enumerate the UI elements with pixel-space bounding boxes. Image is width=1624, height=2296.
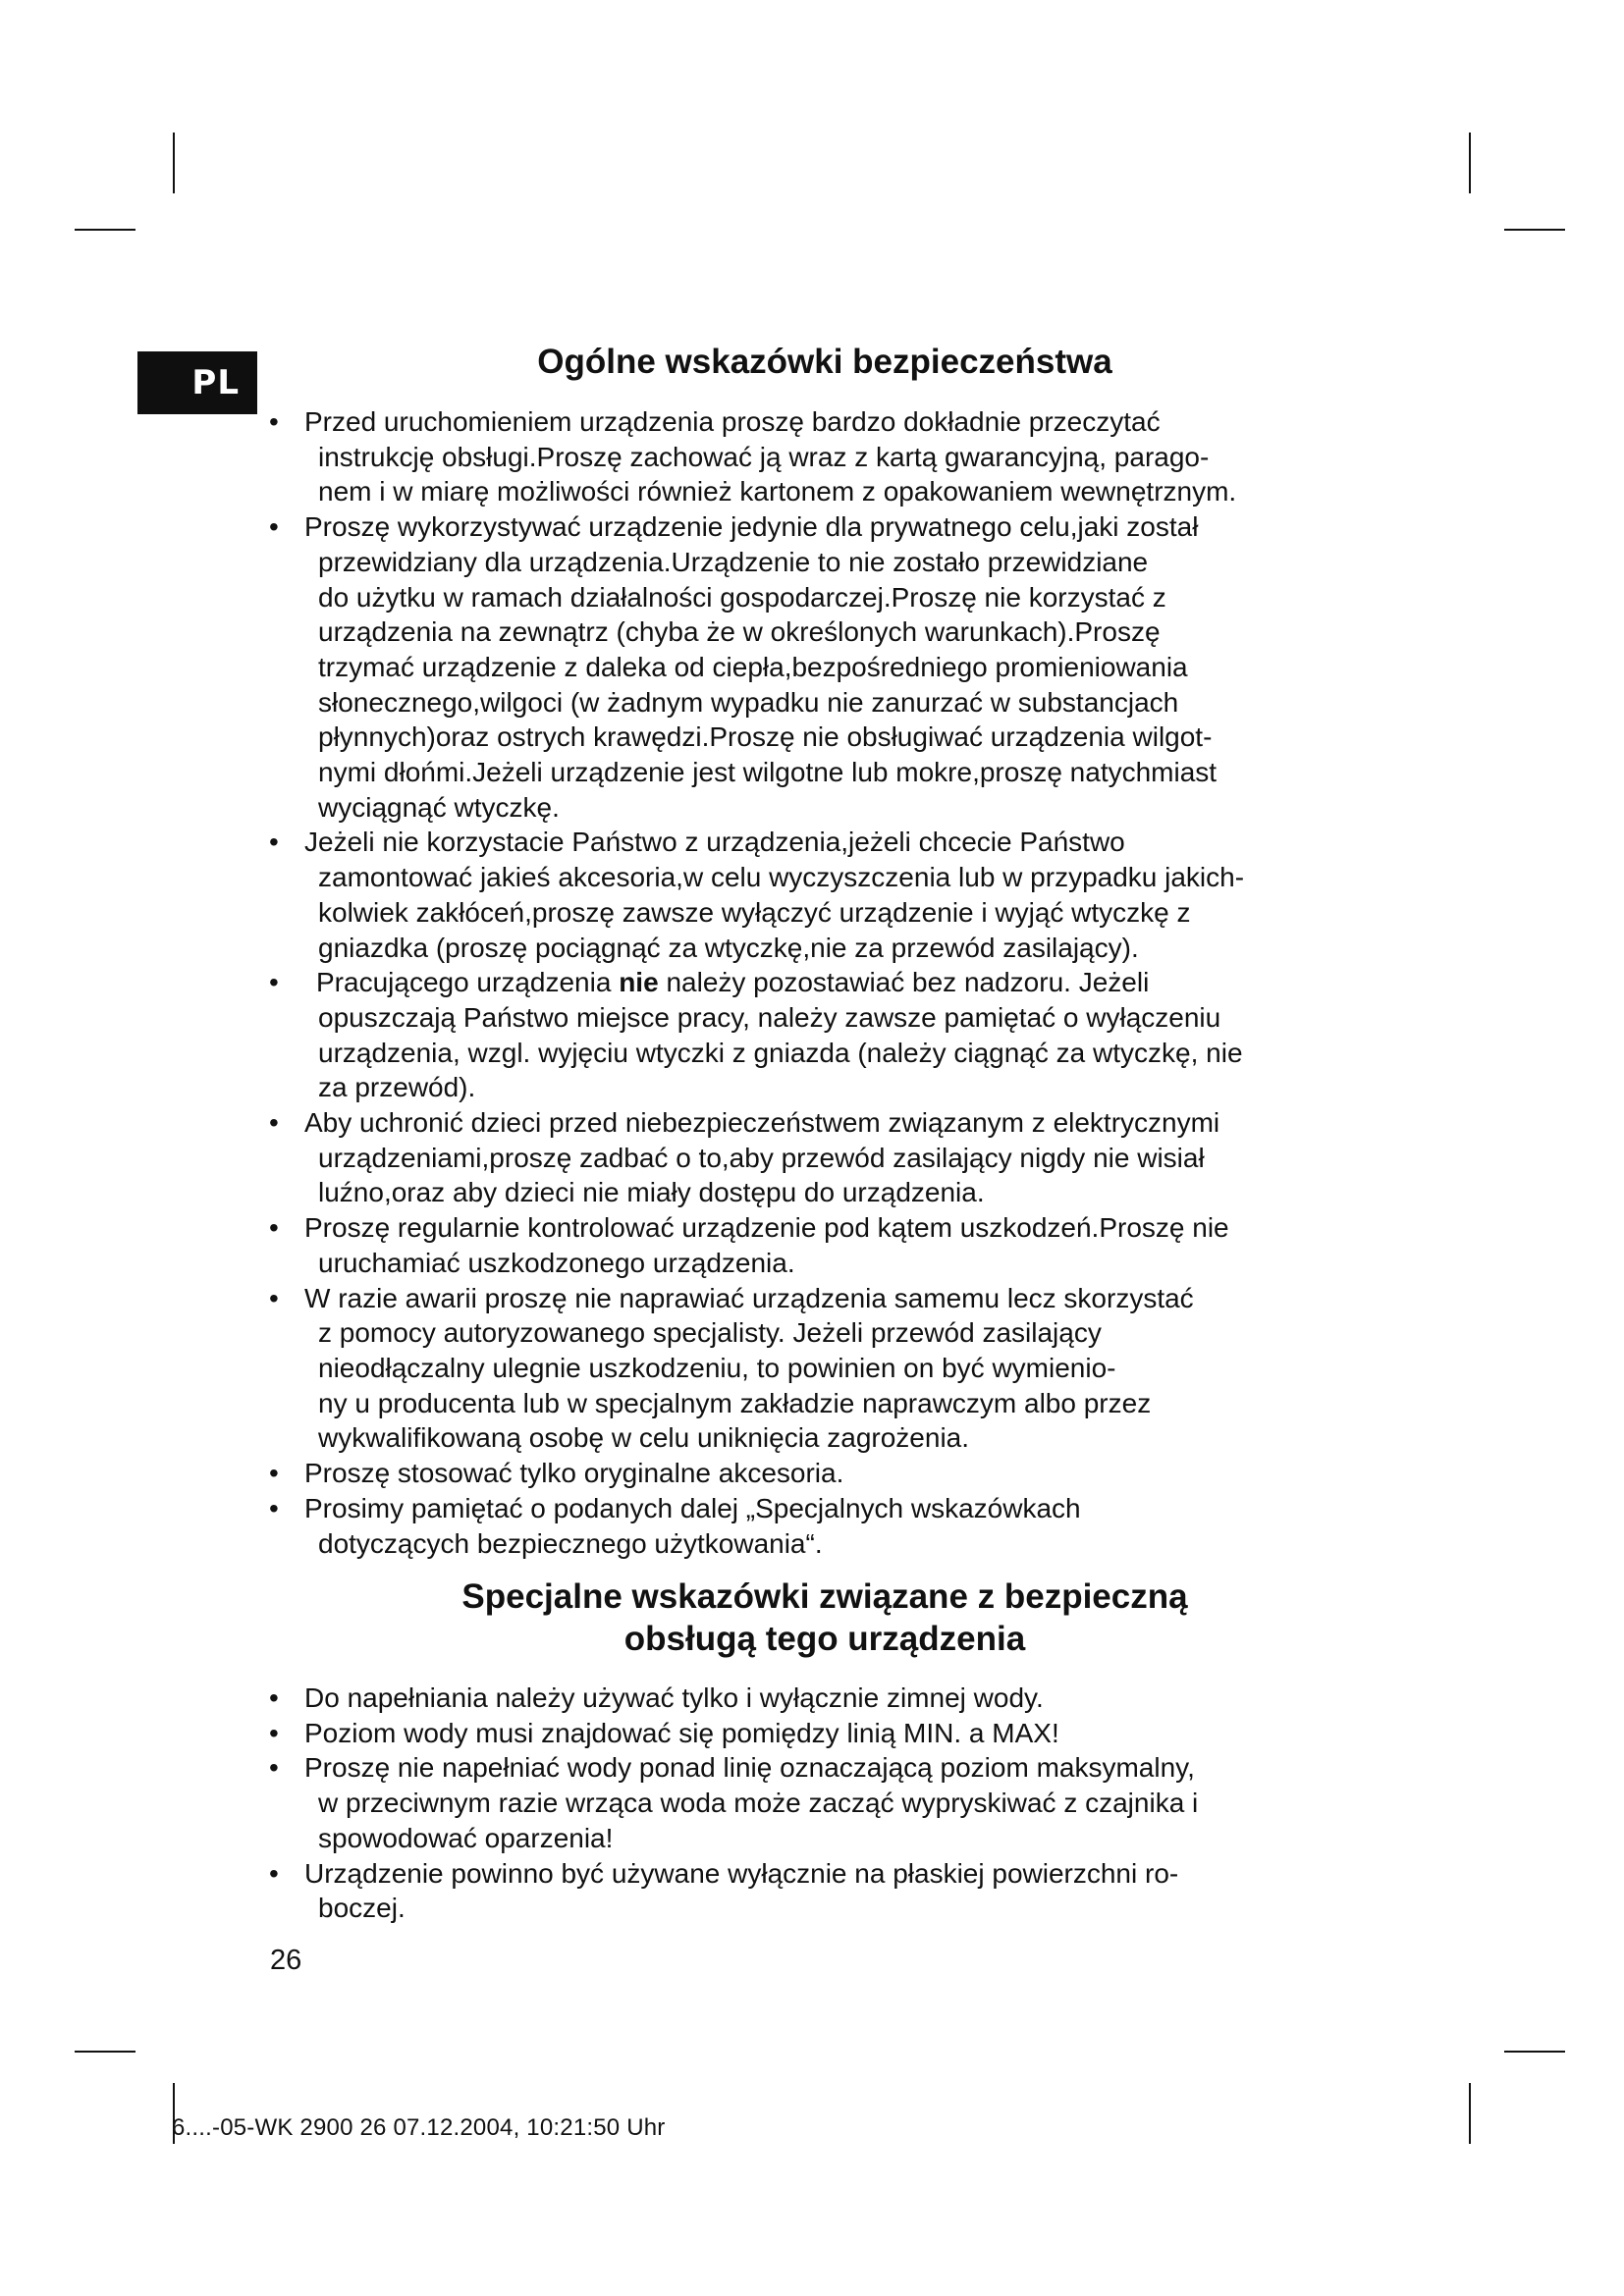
text-line: nem i w miarę możliwości również kartonem z opakowaniem wewnętrznym. xyxy=(318,476,1237,507)
list-item xyxy=(263,1716,1382,1751)
crop-mark-top-right xyxy=(1469,133,1471,193)
text-line: boczej. xyxy=(318,1893,406,1924)
text-line: spowodować oparzenia! xyxy=(318,1822,614,1853)
text-run: Pracującego urządzenia xyxy=(316,967,620,998)
crop-mark-top-left xyxy=(75,229,135,231)
list-item xyxy=(263,1456,1382,1491)
text-line: Poziom wody musi znajdować się pomiędzy linią MIN. a MAX! xyxy=(304,1717,1059,1748)
text-line: do użytku w ramach działalności gospodarczej.Proszę nie korzystać z xyxy=(318,581,1166,613)
text-line: płynnych)oraz ostrych krawędzi.Proszę nie obsługiwać urządzenia wilgot- xyxy=(318,721,1213,753)
text-line: za przewód). xyxy=(318,1072,476,1103)
list-item xyxy=(263,1210,1382,1280)
emphasis-word: nie xyxy=(619,967,659,998)
text-line: Przed uruchomieniem urządzenia proszę bardzo dokładnie przeczytać xyxy=(304,406,1161,437)
text-line: W razie awarii proszę nie naprawiać urządzenia samemu lecz skorzystać xyxy=(304,1282,1194,1313)
crop-mark-bottom-left xyxy=(75,2051,135,2053)
list-item xyxy=(263,825,1382,965)
bullet-icon: • xyxy=(269,1282,279,1313)
crop-mark-top-right xyxy=(1504,229,1565,231)
bullet-icon: • xyxy=(269,827,279,858)
text-line: opuszczają Państwo miejsce pracy, należy zawsze pamiętać o wyłączeniu xyxy=(318,1001,1221,1033)
text-line: wykwalifikowaną osobę w celu uniknięcia zagrożenia. xyxy=(318,1422,970,1454)
list-item xyxy=(263,965,1382,1105)
text-line: Proszę nie napełniać wody ponad linię oznaczającą poziom maksymalny, xyxy=(304,1752,1195,1784)
crop-mark-top-left xyxy=(173,133,175,193)
list-item xyxy=(263,1491,1382,1561)
text-line: nieodłączalny ulegnie uszkodzeniu, to powinien on być wymienio- xyxy=(318,1352,1116,1383)
text-line: instrukcję obsługi.Proszę zachować ją wraz z kartą gwarancyjną, parago- xyxy=(318,441,1210,472)
general-safety-heading xyxy=(275,341,1375,383)
text-line: kolwiek zakłóceń,proszę zawsze wyłączyć urządzenie i wyjąć wtyczkę z xyxy=(318,896,1191,928)
text-line: ny u producenta lub w specjalnym zakładzie naprawczym albo przez xyxy=(318,1387,1152,1418)
page-number: 26 xyxy=(270,1945,302,1976)
text-line: Jeżeli nie korzystacie Państwo z urządzenia,jeżeli chcecie Państwo xyxy=(304,827,1125,858)
text-line: Aby uchronić dzieci przed niebezpieczeństwem związanym z elektrycznymi xyxy=(304,1107,1220,1139)
special-safety-heading-line: Specjalne wskazówki związane z bezpieczną xyxy=(461,1577,1188,1616)
text-line: nymi dłońmi.Jeżeli urządzenie jest wilgotne lub mokre,proszę natychmiast xyxy=(318,757,1218,788)
bullet-icon: • xyxy=(269,1717,279,1748)
text-line: urządzeniami,proszę zadbać o to,aby przewód zasilający nigdy nie wisiał xyxy=(318,1142,1205,1173)
list-item xyxy=(263,1856,1382,1926)
list-item xyxy=(263,1681,1382,1716)
text-line: urządzenia na zewnątrz (chyba że w określonych warunkach).Proszę xyxy=(318,616,1161,648)
bullet-icon: • xyxy=(269,1857,279,1889)
text-line: dotyczących bezpiecznego użytkowania“. xyxy=(318,1527,823,1559)
general-safety-list xyxy=(263,404,1382,1561)
special-safety-heading xyxy=(275,1575,1375,1660)
text-line: Proszę stosować tylko oryginalne akcesoria. xyxy=(304,1458,844,1489)
text-line: wyciągnąć wtyczkę. xyxy=(318,791,560,823)
bullet-icon: • xyxy=(269,1458,279,1489)
text-line: z pomocy autoryzowanego specjalisty. Jeżeli przewód zasilający xyxy=(318,1317,1102,1349)
bullet-icon: • xyxy=(269,1492,279,1523)
bullet-icon: • xyxy=(269,406,279,437)
special-safety-heading-line: obsługą tego urządzenia xyxy=(623,1620,1026,1658)
text-line: Do napełniania należy używać tylko i wyłącznie zimnej wody. xyxy=(304,1682,1044,1713)
text-line: zamontować jakieś akcesoria,w celu wyczyszczenia lub w przypadku jakich- xyxy=(318,862,1245,893)
text-run: należy pozostawiać bez nadzoru. Jeżeli xyxy=(658,967,1150,998)
bullet-icon: • xyxy=(269,1752,279,1784)
language-tab: PL xyxy=(137,351,257,414)
general-safety-heading-text: Ogólne wskazówki bezpieczeństwa xyxy=(537,343,1112,381)
bullet-icon: • xyxy=(269,1682,279,1713)
list-item xyxy=(263,1105,1382,1210)
text-line: urządzenia, wzgl. wyjęciu wtyczki z gniazda (należy ciągnąć za wtyczkę, nie xyxy=(318,1037,1243,1068)
text-line: trzymać urządzenie z daleka od ciepła,bezpośredniego promieniowania xyxy=(318,651,1188,682)
print-slug: 6....-05-WK 2900 26 07.12.2004, 10:21:50 Uhr xyxy=(172,2114,666,2141)
text-line xyxy=(304,965,1382,1000)
bullet-icon: • xyxy=(269,967,279,998)
special-safety-list xyxy=(263,1681,1382,1926)
text-line: luźno,oraz aby dzieci nie miały dostępu do urządzenia. xyxy=(318,1177,985,1208)
text-line: w przeciwnym razie wrząca woda może zacząć wypryskiwać z czajnika i xyxy=(318,1788,1199,1819)
list-item xyxy=(263,1281,1382,1457)
crop-mark-bottom-right xyxy=(1504,2051,1565,2053)
list-item xyxy=(263,509,1382,825)
text-line: Prosimy pamiętać o podanych dalej „Specjalnych wskazówkach xyxy=(304,1492,1081,1523)
text-line: Urządzenie powinno być używane wyłącznie na płaskiej powierzchni ro- xyxy=(304,1857,1179,1889)
list-item xyxy=(263,1750,1382,1855)
text-line: gniazdka (proszę pociągnąć za wtyczkę,nie za przewód zasilający). xyxy=(318,932,1139,963)
bullet-icon: • xyxy=(269,1107,279,1139)
bullet-icon: • xyxy=(269,1212,279,1244)
text-line: Proszę wykorzystywać urządzenie jedynie dla prywatnego celu,jaki został xyxy=(304,511,1199,543)
text-line: Proszę regularnie kontrolować urządzenie pod kątem uszkodzeń.Proszę nie xyxy=(304,1212,1229,1244)
list-item xyxy=(263,404,1382,509)
bullet-icon: • xyxy=(269,511,279,543)
crop-mark-bottom-right xyxy=(1469,2083,1471,2144)
text-line: uruchamiać uszkodzonego urządzenia. xyxy=(318,1247,795,1278)
text-line: słonecznego,wilgoci (w żadnym wypadku nie zanurzać w substancjach xyxy=(318,686,1179,718)
text-line: przewidziany dla urządzenia.Urządzenie to nie zostało przewidziane xyxy=(318,546,1149,577)
